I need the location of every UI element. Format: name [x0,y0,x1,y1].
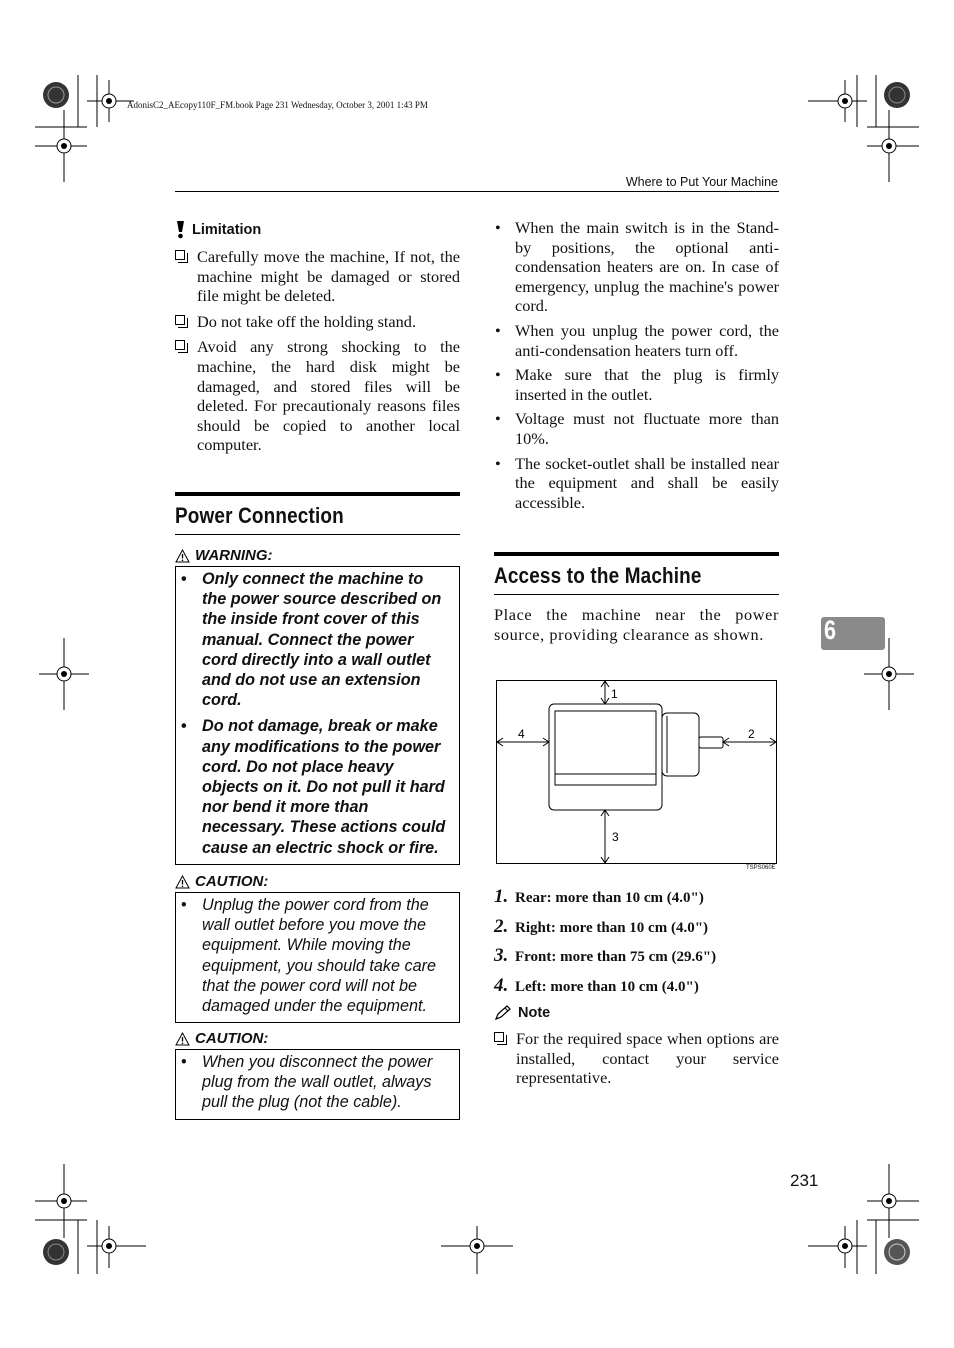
list-item: • When you unplug the power cord, the anti-condensation heaters turn off. [494,321,779,360]
power-connection-heading [175,492,460,535]
figure-code: TSPS060E [746,865,776,871]
caution-item: • When you disconnect the power plug from the wall outlet, always pull the plug (not the cable). [176,1052,451,1113]
pencil-icon [494,1005,512,1021]
warning-item: • Do not damage, break or make any modifications to the power cord. Do not place heavy objects on it. Do not pull it hard nor bend it more than necessary. These actions could cause an electric shock or fire. [176,716,451,857]
machine-clearance-drawing [497,681,776,863]
list-item: • Voltage must not fluctuate more than 10%. [494,409,779,448]
list-item: Avoid any strong shocking to the machine, the hard disk might be damaged, and stored files will be deleted. For precautionaly reasons files should be copied to another local computer. [175,337,460,455]
limitation-list [175,247,460,461]
warning-item: • Only connect the machine to the power source described on the inside front cover of this manual. Connect the power cord directly into a wall outlet and do not use an extension cord. [176,569,451,710]
power-bullets [494,218,779,517]
list-item: 4. Left: more than 10 cm (4.0") [494,974,699,996]
clearance-list [494,887,779,1005]
list-item: • The socket-outlet shall be installed near the equipment and shall be easily accessible. [494,454,779,513]
figure-label: 4 [518,727,525,741]
caution-triangle-icon [175,875,190,889]
page-number: 231 [790,1171,819,1190]
list-item: • When the main switch is in the Stand-by positions, the optional anti-condensation heaters are on. In case of emergency, unplug the machine's power cord. [494,218,779,316]
chapter-tab [821,617,885,650]
list-item: • Make sure that the plug is firmly inserted in the outlet. [494,365,779,404]
warning-label: WARNING: [195,547,273,564]
checkbox-icon [175,250,185,260]
list-item: 1. Rear: more than 10 cm (4.0") [494,886,704,907]
list-item: 3. Front: more than 75 cm (29.6") [494,945,717,966]
warning-triangle-icon [175,549,190,563]
list-item: Do not take off the holding stand. [175,312,460,332]
checkbox-icon [175,340,185,350]
caution-item: • Unplug the power cord from the wall outlet before you move the equipment. While moving the equipment, you should take care that the power cord will not be damaged under the equipment. [176,895,451,1016]
file-header: AdonisC2_AEcopy110F_FM.book Page 231 Wednesday, October 3, 2001 1:43 PM [127,100,428,110]
figure-label: 1 [611,687,618,701]
limitation-label: Limitation [192,222,262,238]
limitation-label-row [175,221,460,239]
checkbox-icon [494,1032,504,1042]
caution1-label-row [175,873,460,890]
chapter-number: 6 [824,615,837,645]
note-label: Note [518,1005,551,1021]
caution2-label-row [175,1030,460,1047]
caution-label: CAUTION: [195,873,269,890]
list-item: 2. Right: more than 10 cm (4.0") [494,915,709,937]
warning-box [175,566,460,865]
figure-label: 3 [612,830,619,844]
caution-triangle-icon [175,1032,190,1046]
section-title: Access to the Machine [494,563,702,588]
section-title: Power Connection [175,503,344,528]
exclamation-icon [175,221,186,239]
note-label-row [494,1005,779,1021]
caution-box-2 [175,1049,460,1120]
checkbox-icon [175,315,185,325]
warning-label-row [175,547,460,564]
list-item: Carefully move the machine, If not, the machine might be damaged or stored file might be deleted. [175,247,460,306]
access-intro: Place the machine near the power source, providing clearance as shown. [494,605,779,644]
figure-label: 2 [748,727,755,741]
caution-box-1 [175,892,460,1023]
access-heading [494,552,779,595]
running-title: Where to Put Your Machine [625,175,778,189]
caution-label: CAUTION: [195,1030,269,1047]
note-list [494,1029,779,1094]
header-rule [175,191,779,192]
clearance-diagram [496,680,777,864]
list-item: For the required space when options are installed, contact your service representative. [494,1029,779,1088]
